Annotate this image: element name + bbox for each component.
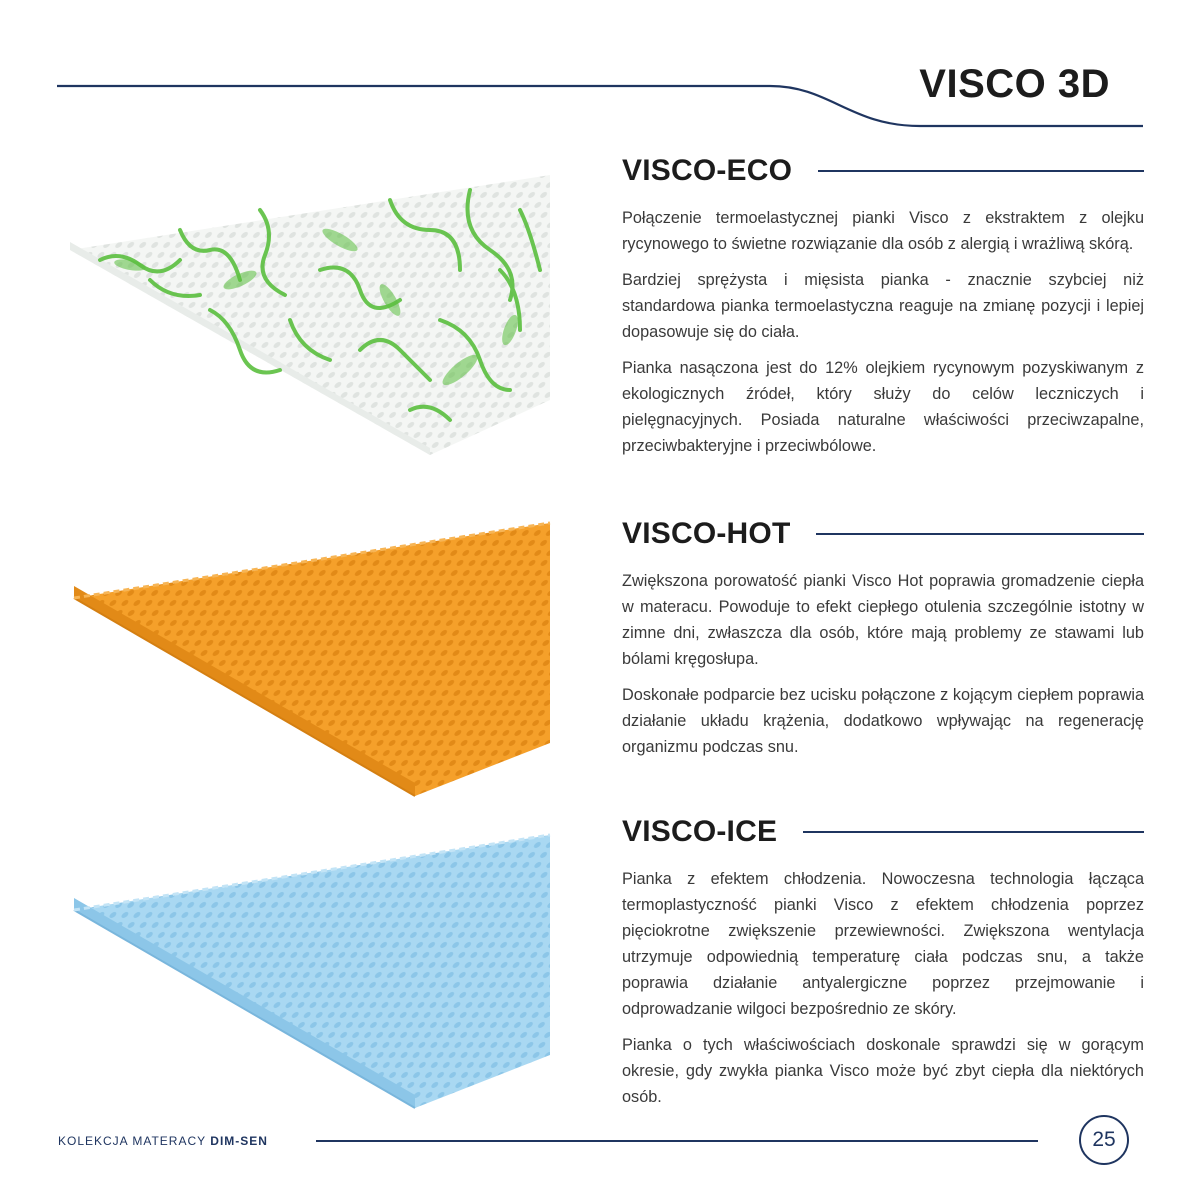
section-heading bbox=[622, 151, 1144, 191]
visco-hot-foam-image bbox=[60, 518, 560, 803]
section-visco-eco bbox=[622, 151, 1144, 459]
footer-divider bbox=[316, 1140, 1038, 1142]
section-paragraph: Pianka nasączona jest do 12% olejkiem rycynowym pozyskiwanym z ekologicznych źródeł, który służy do celów leczniczych i pielęgnacyjnych. Posiada naturalne właściwości przeciwzapalne, przeciwbakteryjne i przeciwbólowe. bbox=[622, 359, 1144, 455]
section-paragraph: Doskonałe podparcie bez ucisku połączone z kojącym ciepłem poprawia działanie układu krążenia, dodatkowo wpływając na regenerację organizmu podczas snu. bbox=[622, 686, 1144, 756]
section-paragraph: Pianka z efektem chłodzenia. Nowoczesna technologia łącząca termoplastyczność pianki Visco z efektem chłodzenia poprzez pięciokrotne zwiększenie przewiewności. Zwiększona wentylacja utrzymuje odpowiednią temperaturę ciała podczas snu, a także poprawia działanie antyalergiczne poprzez przejmowanie i odprowadzanie wilgoci bezpośrednio ze skóry. bbox=[622, 870, 1144, 1018]
section-paragraph: Zwiększona porowatość pianki Visco Hot poprawia gromadzenie ciepła w materacu. Powoduje to efekt ciepłego otulenia szczególnie istotny w zimne dni, zwłaszcza dla osób, które mają problemy ze stawami lub bólami kręgosłupa. bbox=[622, 572, 1144, 668]
section-divider bbox=[803, 831, 1144, 833]
visco-ice-foam-image bbox=[60, 830, 560, 1115]
section-title: VISCO-HOT bbox=[622, 517, 791, 550]
section-heading bbox=[622, 514, 1144, 554]
section-divider bbox=[818, 170, 1144, 172]
page-title: VISCO 3D bbox=[919, 62, 1110, 106]
page-number: 25 bbox=[1079, 1115, 1129, 1165]
section-paragraph: Połączenie termoelastycznej pianki Visco z ekstraktem z olejku rycynowego to świetne rozwiązanie dla osób z alergią i wrażliwą skórą. bbox=[622, 209, 1144, 253]
section-visco-hot bbox=[622, 514, 1144, 760]
section-divider bbox=[816, 533, 1144, 535]
footer-collection-label bbox=[58, 1134, 268, 1148]
section-title: VISCO-ECO bbox=[622, 154, 793, 187]
section-heading bbox=[622, 812, 1144, 852]
section-visco-ice bbox=[622, 812, 1144, 1110]
section-title: VISCO-ICE bbox=[622, 815, 778, 848]
footer-label-prefix: KOLEKCJA MATERACY bbox=[58, 1134, 206, 1148]
section-paragraph: Bardziej sprężysta i mięsista pianka - znacznie szybciej niż standardowa pianka termoelastyczna reaguje na zmianę pozycji i lepiej dopasowuje się do ciała. bbox=[622, 271, 1144, 341]
section-paragraph: Pianka o tych właściwościach doskonale sprawdzi się w gorącym okresie, gdy zwykła pianka Visco może być zbyt ciepła dla niektórych osób. bbox=[622, 1036, 1144, 1106]
footer-brand: DIM-SEN bbox=[210, 1134, 268, 1148]
visco-eco-foam-image bbox=[60, 170, 560, 460]
